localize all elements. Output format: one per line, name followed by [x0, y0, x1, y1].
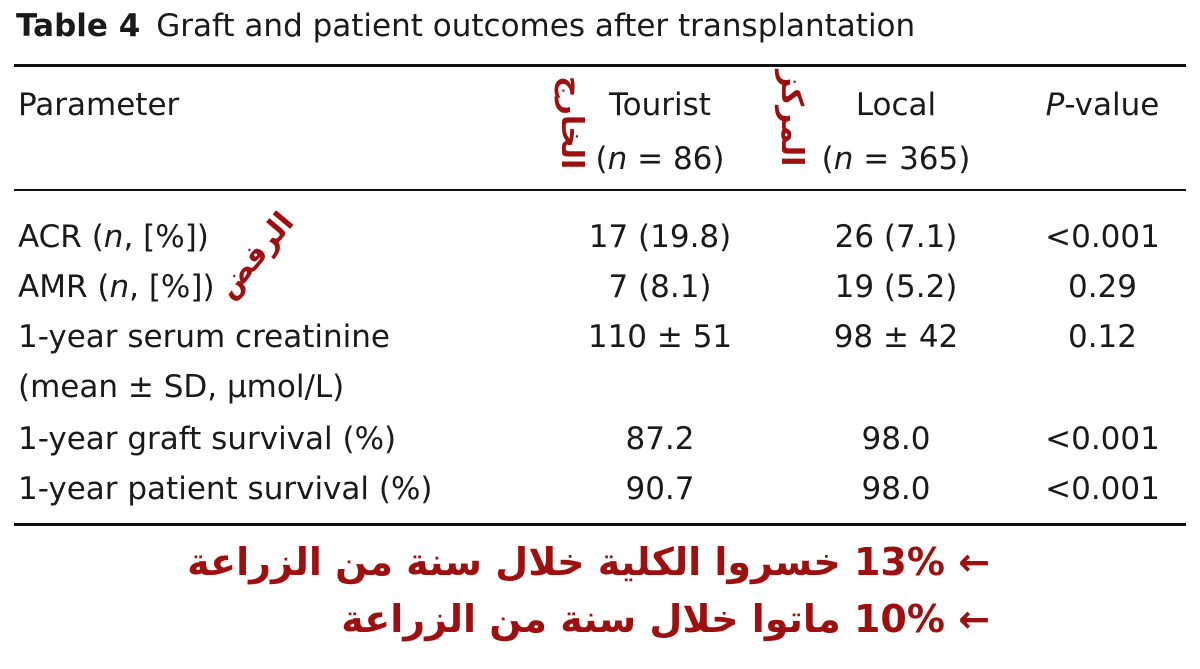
- annotation-local: المركز: [774, 70, 809, 167]
- param-text: , [%]): [129, 269, 215, 305]
- row-amr-p: 0.29: [1067, 269, 1138, 305]
- annotation-mortality: ← 10% ماتوا خلال سنة من الزراعة: [341, 597, 990, 641]
- n-value: = 365): [853, 141, 971, 177]
- header-parameter: Parameter: [18, 87, 180, 123]
- p-rest: -value: [1064, 87, 1160, 123]
- row-patient-p: <0.001: [1045, 471, 1160, 507]
- table-title: Graft and patient outcomes after transplantation: [156, 8, 916, 44]
- n-italic: n: [607, 141, 628, 177]
- row-amr-local: 19 (5.2): [834, 269, 958, 305]
- row-patient-local: 98.0: [861, 471, 931, 507]
- n-value: = 86): [627, 141, 725, 177]
- annotation-tourist: الخارج: [554, 76, 589, 170]
- bottom-rule: [14, 523, 1186, 526]
- row-amr-tourist: 7 (8.1): [608, 269, 712, 305]
- annotation-rejection: الرفض: [209, 205, 302, 306]
- param-text: ACR (: [18, 219, 104, 255]
- row-acr-local: 26 (7.1): [834, 219, 958, 255]
- row-acr-p: <0.001: [1045, 219, 1160, 255]
- row-creatinine-local: 98 ± 42: [833, 319, 959, 355]
- header-p-value: [1020, 87, 1185, 123]
- header-tourist: Tourist: [609, 87, 711, 123]
- table-label: Table 4: [16, 8, 141, 44]
- n-italic: n: [833, 141, 854, 177]
- row-creatinine-tourist: 110 ± 51: [587, 319, 733, 355]
- p-italic: P: [1045, 87, 1065, 123]
- row-patient-tourist: 90.7: [625, 471, 695, 507]
- row-creatinine-p: 0.12: [1067, 319, 1138, 355]
- row-graft-p: <0.001: [1045, 421, 1160, 457]
- header-rule: [14, 189, 1186, 191]
- row-acr-param: [18, 219, 209, 255]
- row-graft-tourist: 87.2: [625, 421, 695, 457]
- annotation-graft-loss: ← 13% خسروا الكلية خلال سنة من الزراعة: [187, 540, 990, 584]
- header-local: Local: [855, 87, 937, 123]
- param-italic: n: [109, 269, 130, 305]
- row-patient-param: 1-year patient survival (%): [18, 471, 433, 507]
- table-caption: [16, 8, 915, 44]
- header-local-n: (n = 365): [821, 141, 971, 177]
- param-text: AMR (: [18, 269, 110, 305]
- row-creatinine-param: 1-year serum creatinine: [18, 319, 390, 355]
- header-tourist-n: (n = 86): [595, 141, 725, 177]
- row-graft-param: 1-year graft survival (%): [18, 421, 397, 457]
- row-amr-param: [18, 269, 215, 305]
- param-text: , [%]): [123, 219, 209, 255]
- row-graft-local: 98.0: [861, 421, 931, 457]
- top-rule: [14, 64, 1186, 67]
- param-italic: n: [103, 219, 124, 255]
- row-acr-tourist: 17 (19.8): [588, 219, 732, 255]
- row-creatinine-units: (mean ± SD, μmol/L): [18, 369, 345, 405]
